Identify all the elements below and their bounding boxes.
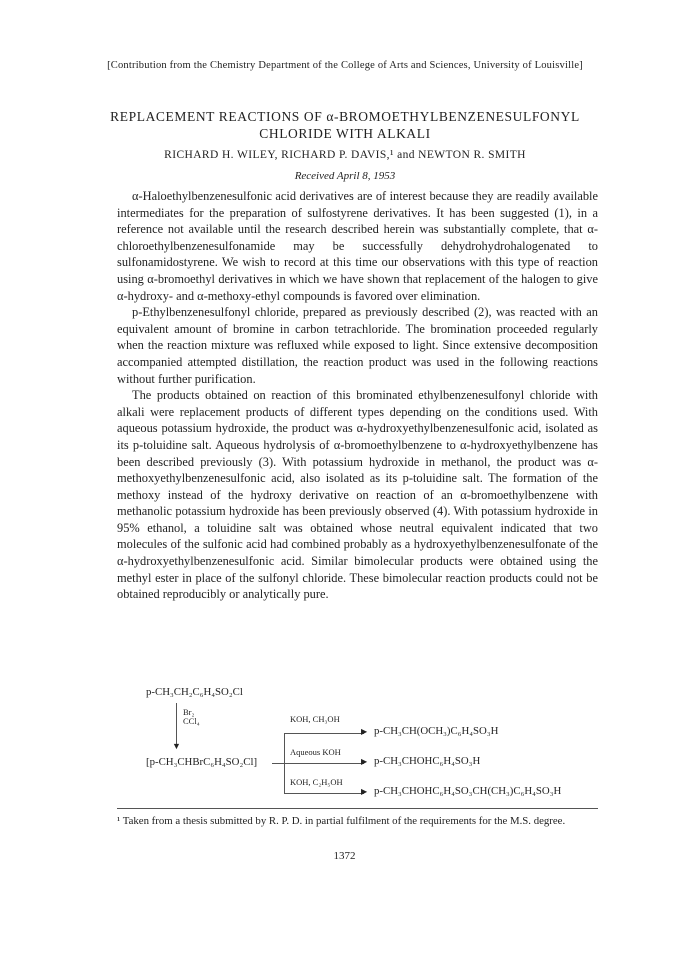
scheme-arrow-1 (284, 733, 364, 734)
scheme-product-2: p-CH₃CHOHC₆H₄SO₃H (374, 755, 481, 767)
down-arrow-icon: ▼ (172, 741, 181, 751)
scheme-intermediate: [p-CH₃CHBrC₆H₄SO₂Cl] (146, 756, 258, 768)
scheme-product-1: p-CH₃CH(OCH₃)C₆H₄SO₃H (374, 725, 499, 737)
paragraph-3: The products obtained on reaction of this brominated ethylbenzenesulfonyl chloride with alkali were replacement products of different types depending on the conditions used. With aqueous potassium hydroxide, the product was α-hydroxyethylbenzenesulfonic acid, isolated as its p-toluidine salt. Aqueous hydrolysis of α-bromoethylbenzene to α-hydroxyethylbenzene has been described previously (3). With potassium hydroxide in methanol, the product was α-methoxyethylbenzenesulfonic acid, also isolated as its p-toluidine salt. The formation of the methoxy instead of the hydroxy derivative on reaction of an α-bromoethylbenzene with methanolic potassium hydroxide has been previously observed (4). With potassium hydroxide in 95% ethanol, a toluidine salt was obtained whose neutral equivalent indicated that two molecules of the sulfonic acid had combined probably as a hydroxyethylbenzenesulfonate of the α-hydroxyethylbenzenesulfonic acid. Similar bimolecular products were obtained using the methyl ester in place of the sulfonyl chloride. These bimolecular reaction products could not be obtained reproducibly or analytically pure. (117, 388, 598, 602)
scheme-reagent-br2: Br₂ (183, 707, 195, 717)
scheme-arrow-2 (284, 763, 364, 764)
scheme-start-compound: p-CH₃CH₂C₆H₄SO₂Cl (146, 686, 243, 698)
footnote: ¹ Taken from a thesis submitted by R. P. D. in partial fulfilment of the requirements for the M.S. degree. (117, 815, 566, 827)
contribution-line: [Contribution from the Chemistry Department of the College of Arts and Sciences, University of Louisville] (107, 60, 583, 71)
scheme-product-3: p-CH₃CHOHC₆H₄SO₃CH(CH₃)C₆H₄SO₃H (374, 785, 562, 797)
footnote-divider (117, 808, 598, 809)
paper-title: REPLACEMENT REACTIONS OF α-BROMOETHYLBENZENESULFONYL CHLORIDE WITH ALKALI (110, 109, 580, 141)
body-text (117, 188, 598, 603)
scheme-connector (272, 763, 284, 764)
received-date: Received April 8, 1953 (294, 170, 396, 182)
arrow-right-icon: ▶ (361, 757, 368, 766)
arrow-right-icon: ▶ (361, 787, 368, 796)
scheme-reagent-1: KOH, CH₃OH (290, 714, 340, 724)
scheme-arrow-3 (284, 793, 364, 794)
author-list: RICHARD H. WILEY, RICHARD P. DAVIS,¹ and NEWTON R. SMITH (164, 149, 526, 161)
page-number: 1372 (333, 850, 356, 862)
paragraph-1: α-Haloethylbenzenesulfonic acid derivatives are of interest because they are readily available intermediates for the preparation of sulfostyrene derivatives. It has been suggested (1), in a reference not available until the research described herein was substantially complete, that α-chloroethylbenzenesulfonamide may be successfully dehydrohydrohalogenated to sulfonamidostyrene. We wish to record at this time our observations with this type of reaction using α-bromoethyl derivatives in which we have shown that replacement of the halogen to give α-hydroxy- and α-methoxy-ethyl compounds is favored over elimination. (117, 189, 598, 303)
arrow-right-icon: ▶ (361, 727, 368, 736)
paragraph-2: p-Ethylbenzenesulfonyl chloride, prepared as previously described (2), was reacted with an equivalent amount of bromine in carbon tetrachloride. The bromination proceeded regularly when the reaction mixture was refluxed while exposed to light. Since extensive decomposition accompanied attempted distillation, the reaction product was used in the following reactions without further purification. (117, 305, 598, 386)
scheme-reagent-2: Aqueous KOH (290, 747, 341, 757)
scheme-reagent-ccl4: CCl₄ (183, 716, 200, 726)
scheme-reagent-3: KOH, C₂H₅OH (290, 777, 343, 787)
